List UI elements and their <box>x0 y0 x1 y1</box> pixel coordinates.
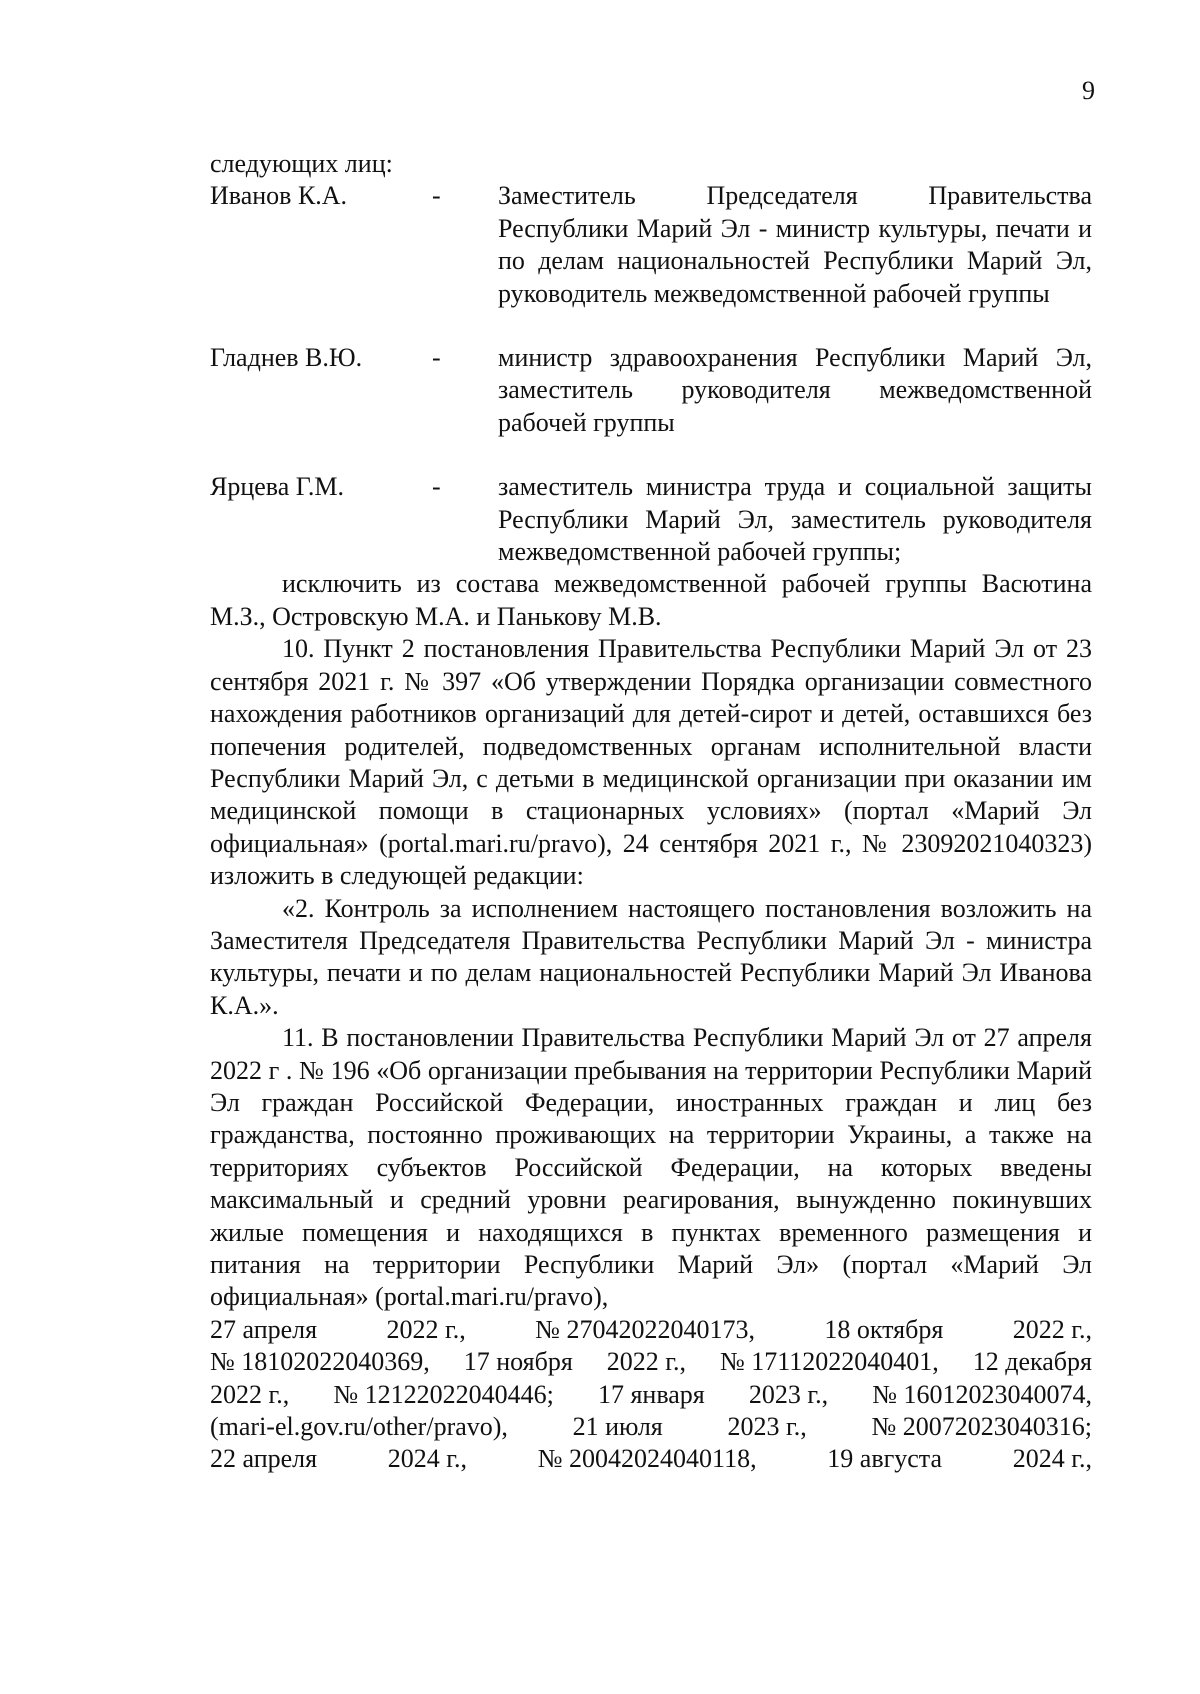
reference-token: № 27042022040173, <box>535 1314 755 1344</box>
reference-token: 2024 г., <box>387 1444 468 1474</box>
member-role: заместитель министра труда и социальной защиты Республики Марий Эл, заместитель руководителя межведомственной рабочей группы; <box>498 472 1092 567</box>
reference-token: (mari-el.gov.ru/other/pravo), <box>210 1412 508 1442</box>
item-10-paragraph: 10. Пункт 2 постановления Правительства Республики Марий Эл от 23 сентября 2021 г. № 397 «Об утверждении Порядка организации совместного нахождения работников организаций для детей-сирот и детей, оставшихся без попечения родителей, подведомственных органам исполнительной власти Республики Марий Эл, с детьми в медицинской организации при оказании им медицинской помощи в стационарных условиях» (портал «Марий Эл официальная» (portal.mari.ru/pravo), 24 сентября 2021 г., № 23092021040323) изложить в следующей редакции: <box>210 634 1092 891</box>
reference-token: 18 октября <box>824 1314 944 1344</box>
member-entry-ivanov <box>210 180 1092 310</box>
reference-line <box>210 1443 1092 1475</box>
reference-token: № 12122022040446; <box>333 1379 554 1409</box>
member-name: Ярцева Г.М. <box>210 472 344 502</box>
reference-line <box>210 1379 1092 1411</box>
member-entry-gladnev <box>210 342 1092 439</box>
reference-token: 17 января <box>597 1379 705 1409</box>
intro-line: следующих лиц: <box>210 149 393 178</box>
member-name: Гладнев В.Ю. <box>210 343 363 373</box>
member-role: министр здравоохранения Республики Марий Эл, заместитель руководителя межведомственной рабочей группы <box>498 343 1092 437</box>
member-role: Заместитель Председателя Правительства Республики Марий Эл - министр культуры, печати и по делам национальностей Республики Марий Эл, руководитель межведомственной рабочей группы <box>498 181 1092 308</box>
reference-token: 27 апреля <box>210 1314 318 1344</box>
member-dash: - <box>432 343 441 373</box>
reference-token: 2024 г., <box>1012 1444 1092 1474</box>
page-number: 9 <box>1082 76 1095 105</box>
reference-token: 2022 г., <box>1012 1314 1092 1344</box>
reference-token: 2022 г., <box>386 1314 466 1344</box>
reference-token: 22 апреля <box>210 1444 318 1474</box>
reference-token: № 16012023040074, <box>872 1379 1092 1409</box>
reference-token: 2023 г., <box>727 1412 807 1442</box>
reference-token: № 18102022040369, <box>210 1347 430 1377</box>
reference-token: 2022 г., <box>606 1347 686 1377</box>
member-name: Иванов К.А. <box>210 181 348 211</box>
reference-token: № 17112022040401, <box>719 1347 939 1377</box>
reference-token: 2023 г., <box>748 1379 829 1409</box>
reference-token: № 20072023040316; <box>871 1412 1092 1442</box>
member-dash: - <box>432 181 441 211</box>
reference-token: 21 июля <box>572 1412 663 1442</box>
member-dash: - <box>432 472 441 502</box>
reference-line <box>210 1346 1092 1378</box>
reference-token: 17 ноября <box>463 1347 573 1377</box>
item-11-paragraph: 11. В постановлении Правительства Республики Марий Эл от 27 апреля 2022 г . № 196 «Об организации пребывания на территории Республики Марий Эл граждан Российской Федерации, иностранных граждан и лиц без гражданства, постоянно проживающих на территории Украины, а также на территориях субъектов Российской Федерации, на которых введены максимальный и средний уровни реагирования, вынужденно покинувших жилые помещения и находящихся в пунктах временного размещения и питания на территории Республики Марий Эл» (портал «Марий Эл официальная» (portal.mari.ru/pravo), <box>210 1023 1092 1312</box>
document-body <box>210 148 1092 1476</box>
reference-token: 2022 г., <box>210 1379 290 1409</box>
reference-line <box>210 1314 1092 1346</box>
reference-token: 19 августа <box>827 1444 943 1474</box>
item-10-quote: «2. Контроль за исполнением настоящего постановления возложить на Заместителя Председателя Правительства Республики Марий Эл - министра культуры, печати и по делам национальностей Республики Марий Эл Иванова К.А.». <box>210 893 1092 1020</box>
reference-token: № 20042024040118, <box>537 1444 757 1474</box>
reference-token: 12 декабря <box>972 1347 1092 1377</box>
reference-line <box>210 1411 1092 1443</box>
exclude-paragraph: исключить из состава межведомственной рабочей группы Васютина М.З., Островскую М.А. и Панькову М.В. <box>210 569 1092 631</box>
member-entry-yartseva <box>210 471 1092 568</box>
item-11-references <box>210 1314 1092 1476</box>
